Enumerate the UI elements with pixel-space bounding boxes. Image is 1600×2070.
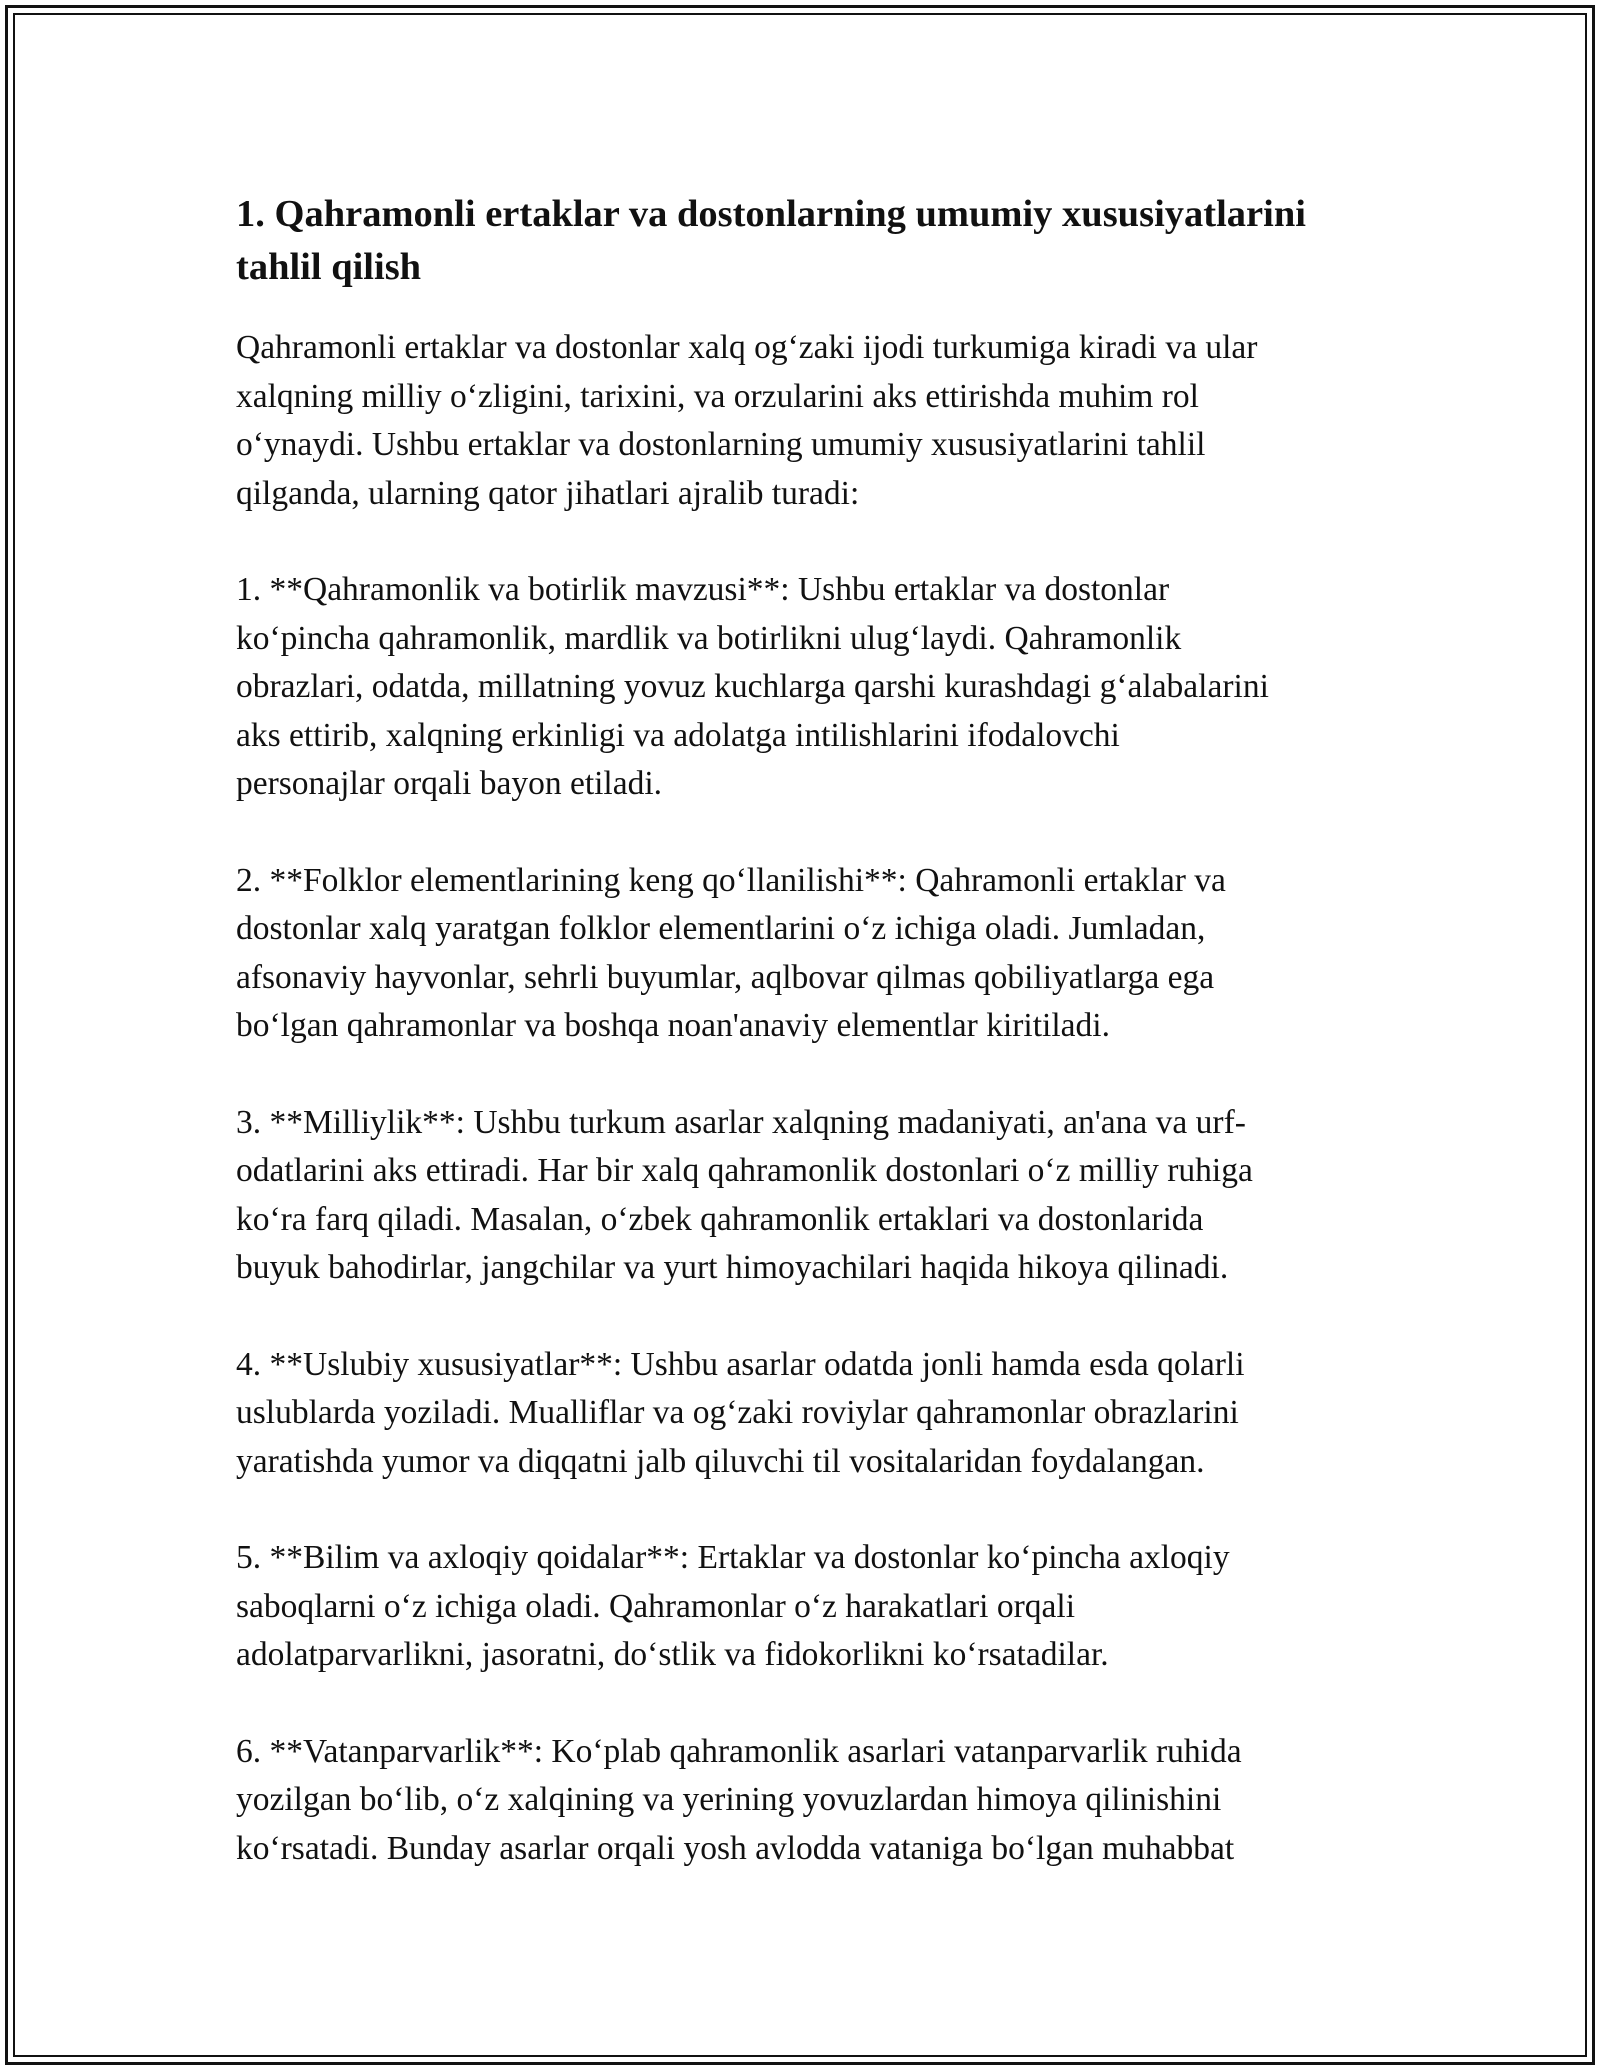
list-item-2: 2. **Folklor elementlarining keng qo‘llanilishi**: Qahramonli ertaklar va dostonlar xalq yaratgan folklor elementlarini o‘z ichiga oladi. Jumladan, afsonaviy hayvonlar, sehrli buyumlar, aqlbovar qilmas qobiliyatlarga ega bo‘lgan qahramonlar va boshqa noan'anaviy elementlar kiritiladi. bbox=[236, 861, 1226, 1044]
document-page bbox=[236, 188, 1386, 1921]
section-heading: 1. Qahramonli ertaklar va dostonlarning umumiy xususiyatlarini tahlil qilish bbox=[236, 193, 1306, 288]
list-item-4: 4. **Uslubiy xususiyatlar**: Ushbu asarlar odatda jonli hamda esda qolarli uslublarda yoziladi. Mualliflar va og‘zaki roviylar qahramonlar obrazlarini yaratishda yumor va diqqatni jalb qiluvchi til vositalaridan foydalangan. bbox=[236, 1345, 1245, 1480]
list-item-1: 1. **Qahramonlik va botirlik mavzusi**: Ushbu ertaklar va dostonlar ko‘pincha qahramonlik, mardlik va botirlikni ulug‘laydi. Qahramonlik obrazlari, odatda, millatning yovuz kuchlarga qarshi kurashdagi g‘alabalarini aks ettirib, xalqning erkinligi va adolatga intilishlarini ifodalovchi personajlar orqali bayon etiladi. bbox=[236, 571, 1269, 802]
list-item-3: 3. **Milliylik**: Ushbu turkum asarlar xalqning madaniyati, an'ana va urf- odatlarini aks ettiradi. Har bir xalq qahramonlik dostonlari o‘z milliy ruhiga ko‘ra farq qiladi. Masalan, o‘zbek qahramonlik ertaklari va dostonlarida buyuk bahodirlar, jangchilar va yurt himoyachilari haqida hikoya qilinadi. bbox=[236, 1103, 1253, 1286]
intro-paragraph: Qahramonli ertaklar va dostonlar xalq og‘zaki ijodi turkumiga kiradi va ular xalqning milliy o‘zligini, tarixini, va orzularini aks ettirishda muhim rol o‘ynaydi. Ushbu ertaklar va dostonlarning umumiy xususiyatlarini tahlil qilganda, ularning qator jihatlari ajralib turadi: bbox=[236, 329, 1258, 512]
list-item-6: 6. **Vatanparvarlik**: Ko‘plab qahramonlik asarlari vatanparvarlik ruhida yozilgan bo‘lib, o‘z xalqining va yerining yovuzlardan himoya qilinishini ko‘rsatadi. Bunday asarlar orqali yosh avlodda vataniga bo‘lgan muhabbat bbox=[236, 1732, 1242, 1867]
list-item-5: 5. **Bilim va axloqiy qoidalar**: Ertaklar va dostonlar ko‘pincha axloqiy saboqlarni o‘z ichiga oladi. Qahramonlar o‘z harakatlari orqali adolatparvarlikni, jasoratni, do‘stlik va fidokorlikni ko‘rsatadilar. bbox=[236, 1539, 1230, 1673]
